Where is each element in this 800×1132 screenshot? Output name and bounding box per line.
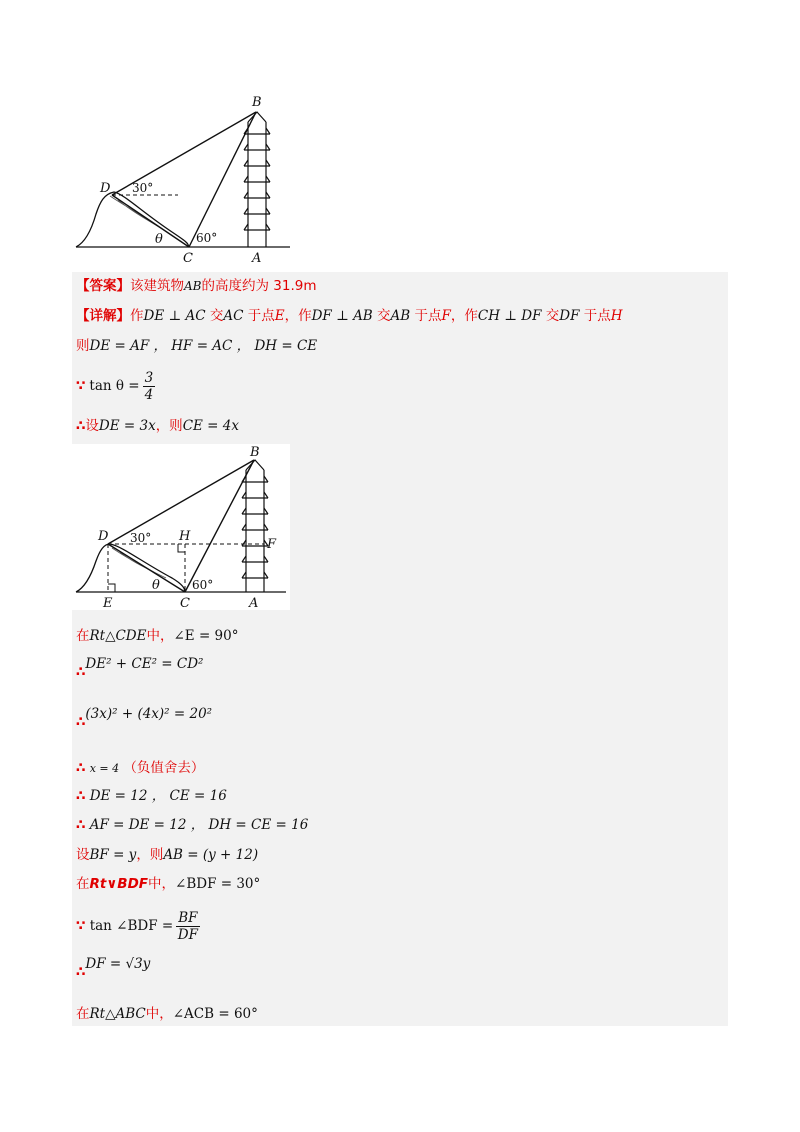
because-symbol: ∵ bbox=[76, 378, 86, 394]
fraction-denominator: 4 bbox=[144, 387, 154, 403]
pagoda bbox=[244, 112, 270, 247]
line-5-math: DE² + CE² = CD² bbox=[85, 656, 204, 672]
line-8-math: DE = 12 ， CE = 16 bbox=[89, 788, 227, 804]
therefore-symbol: ∴ bbox=[76, 714, 86, 730]
line-14-math-2: ∠ACB = 60° bbox=[172, 1006, 258, 1022]
detail-math-1: DE ⊥ AC bbox=[143, 308, 206, 324]
fraction-bf-df bbox=[176, 910, 199, 943]
detail-math-9: H bbox=[610, 308, 623, 324]
line-13-math: DF = √3y bbox=[85, 956, 151, 972]
figure-2 bbox=[72, 444, 290, 610]
line-2-math: tan θ = bbox=[89, 378, 140, 394]
angle-60-label: 60° bbox=[196, 231, 218, 245]
answer-text-pre: 该建筑物 bbox=[130, 278, 184, 294]
line-4 bbox=[76, 626, 238, 646]
label-h: H bbox=[179, 529, 191, 544]
answer-text-post: 的高度约为 31.9m bbox=[201, 278, 317, 294]
angle-theta-label: θ bbox=[152, 578, 160, 593]
detail-text-4: ，作 bbox=[284, 308, 312, 324]
fraction-denominator: DF bbox=[177, 927, 198, 943]
line-11-mid: 中， bbox=[148, 876, 176, 892]
angle-30-label: 30° bbox=[130, 531, 152, 545]
line-5 bbox=[76, 656, 204, 682]
fraction-numerator: BF bbox=[178, 910, 198, 926]
detail-math-7: CH ⊥ DF bbox=[477, 308, 542, 324]
therefore-symbol: ∴ bbox=[76, 964, 86, 980]
line-13 bbox=[76, 956, 151, 982]
answer-line bbox=[76, 276, 317, 296]
detail-text-6: 于点 bbox=[414, 308, 442, 324]
label-e: E bbox=[103, 596, 113, 610]
label-a: A bbox=[252, 251, 262, 264]
line-11-pre: 在 bbox=[76, 876, 90, 892]
line-7-note: （负值舍去） bbox=[123, 760, 205, 776]
therefore-symbol: ∴ bbox=[76, 788, 86, 804]
hill-outline bbox=[76, 192, 188, 247]
detail-math-8: DF bbox=[559, 308, 580, 324]
label-d: D bbox=[98, 529, 109, 544]
line-1 bbox=[76, 336, 317, 356]
detail-math-6: F bbox=[441, 308, 451, 324]
line-11-math-2: ∠BDF = 30° bbox=[175, 876, 261, 892]
label-c: C bbox=[180, 596, 190, 610]
line-10 bbox=[76, 845, 258, 865]
detail-text-2: 交 bbox=[209, 308, 224, 324]
line-14 bbox=[76, 1004, 258, 1024]
line-4-math-2: ∠E = 90° bbox=[173, 628, 239, 644]
figure-2-svg bbox=[72, 444, 290, 610]
line-11-math: Rt∨BDF bbox=[89, 876, 149, 892]
figure-1 bbox=[72, 92, 294, 264]
therefore-symbol: ∴ bbox=[76, 760, 86, 776]
detail-text-9: 于点 bbox=[583, 308, 611, 324]
angle-theta-label: θ bbox=[155, 232, 163, 247]
line-9 bbox=[76, 815, 308, 835]
fraction-3-4 bbox=[143, 370, 156, 403]
line-1-math: DE = AF ， HF = AC ， DH = CE bbox=[89, 338, 318, 354]
detail-line bbox=[76, 306, 623, 326]
label-a: A bbox=[249, 596, 259, 610]
line-7-math: x = 4 bbox=[89, 762, 120, 775]
detail-text-8: 交 bbox=[545, 308, 560, 324]
therefore-symbol: ∴ bbox=[76, 817, 86, 833]
line-dc bbox=[112, 195, 189, 247]
line-12-math: tan ∠BDF = bbox=[89, 918, 174, 934]
line-3-math-2: CE = 4x bbox=[182, 418, 239, 434]
line-10-pre: 设 bbox=[76, 847, 90, 863]
angle-30-label: 30° bbox=[132, 181, 154, 195]
line-3-mid: ，则 bbox=[155, 418, 183, 434]
line-4-mid: 中， bbox=[146, 628, 174, 644]
detail-math-5: AB bbox=[390, 308, 411, 324]
line-14-math: Rt△ABC bbox=[89, 1006, 146, 1022]
line-3 bbox=[76, 416, 239, 436]
therefore-symbol: ∴ bbox=[76, 664, 86, 680]
detail-math-3: E bbox=[274, 308, 285, 324]
detail-text-5: 交 bbox=[377, 308, 391, 324]
line-4-pre: 在 bbox=[76, 628, 90, 644]
detail-math-2: AC bbox=[223, 308, 244, 324]
detail-tag: 【详解】 bbox=[76, 308, 130, 324]
line-8 bbox=[76, 786, 227, 806]
fraction-numerator: 3 bbox=[144, 370, 154, 386]
line-7 bbox=[76, 758, 204, 779]
line-4-math: Rt△CDE bbox=[89, 628, 147, 644]
figure-1-svg bbox=[72, 92, 294, 264]
line-3-pre: 设 bbox=[85, 418, 99, 434]
answer-ab: AB bbox=[184, 279, 202, 293]
because-symbol: ∵ bbox=[76, 918, 86, 934]
detail-text-7: ，作 bbox=[450, 308, 478, 324]
line-14-mid: 中， bbox=[145, 1006, 173, 1022]
angle-60-label: 60° bbox=[192, 578, 214, 592]
line-10-mid: ，则 bbox=[136, 847, 164, 863]
label-b: B bbox=[252, 95, 262, 110]
detail-text-3: 于点 bbox=[247, 308, 275, 324]
line-10-math-2: AB = (y + 12) bbox=[163, 847, 259, 863]
line-11 bbox=[76, 874, 260, 894]
line-14-pre: 在 bbox=[76, 1006, 90, 1022]
line-6 bbox=[76, 706, 213, 732]
detail-text-1: 作 bbox=[130, 308, 144, 324]
line-2 bbox=[76, 370, 155, 403]
label-f: F bbox=[267, 537, 277, 552]
therefore-symbol: ∴ bbox=[76, 418, 86, 434]
line-12 bbox=[76, 910, 200, 943]
detail-math-4: DF ⊥ AB bbox=[311, 308, 373, 324]
line-1-pre: 则 bbox=[76, 338, 90, 354]
line-10-math-1: BF = y bbox=[89, 847, 137, 863]
answer-tag: 【答案】 bbox=[76, 278, 130, 294]
label-b: B bbox=[250, 445, 260, 460]
line-3-math-1: DE = 3x bbox=[98, 418, 156, 434]
label-c: C bbox=[183, 251, 193, 264]
label-d: D bbox=[100, 181, 111, 196]
line-6-math: (3x)² + (4x)² = 20² bbox=[85, 706, 213, 722]
line-9-math: AF = DE = 12 ， DH = CE = 16 bbox=[89, 817, 309, 833]
